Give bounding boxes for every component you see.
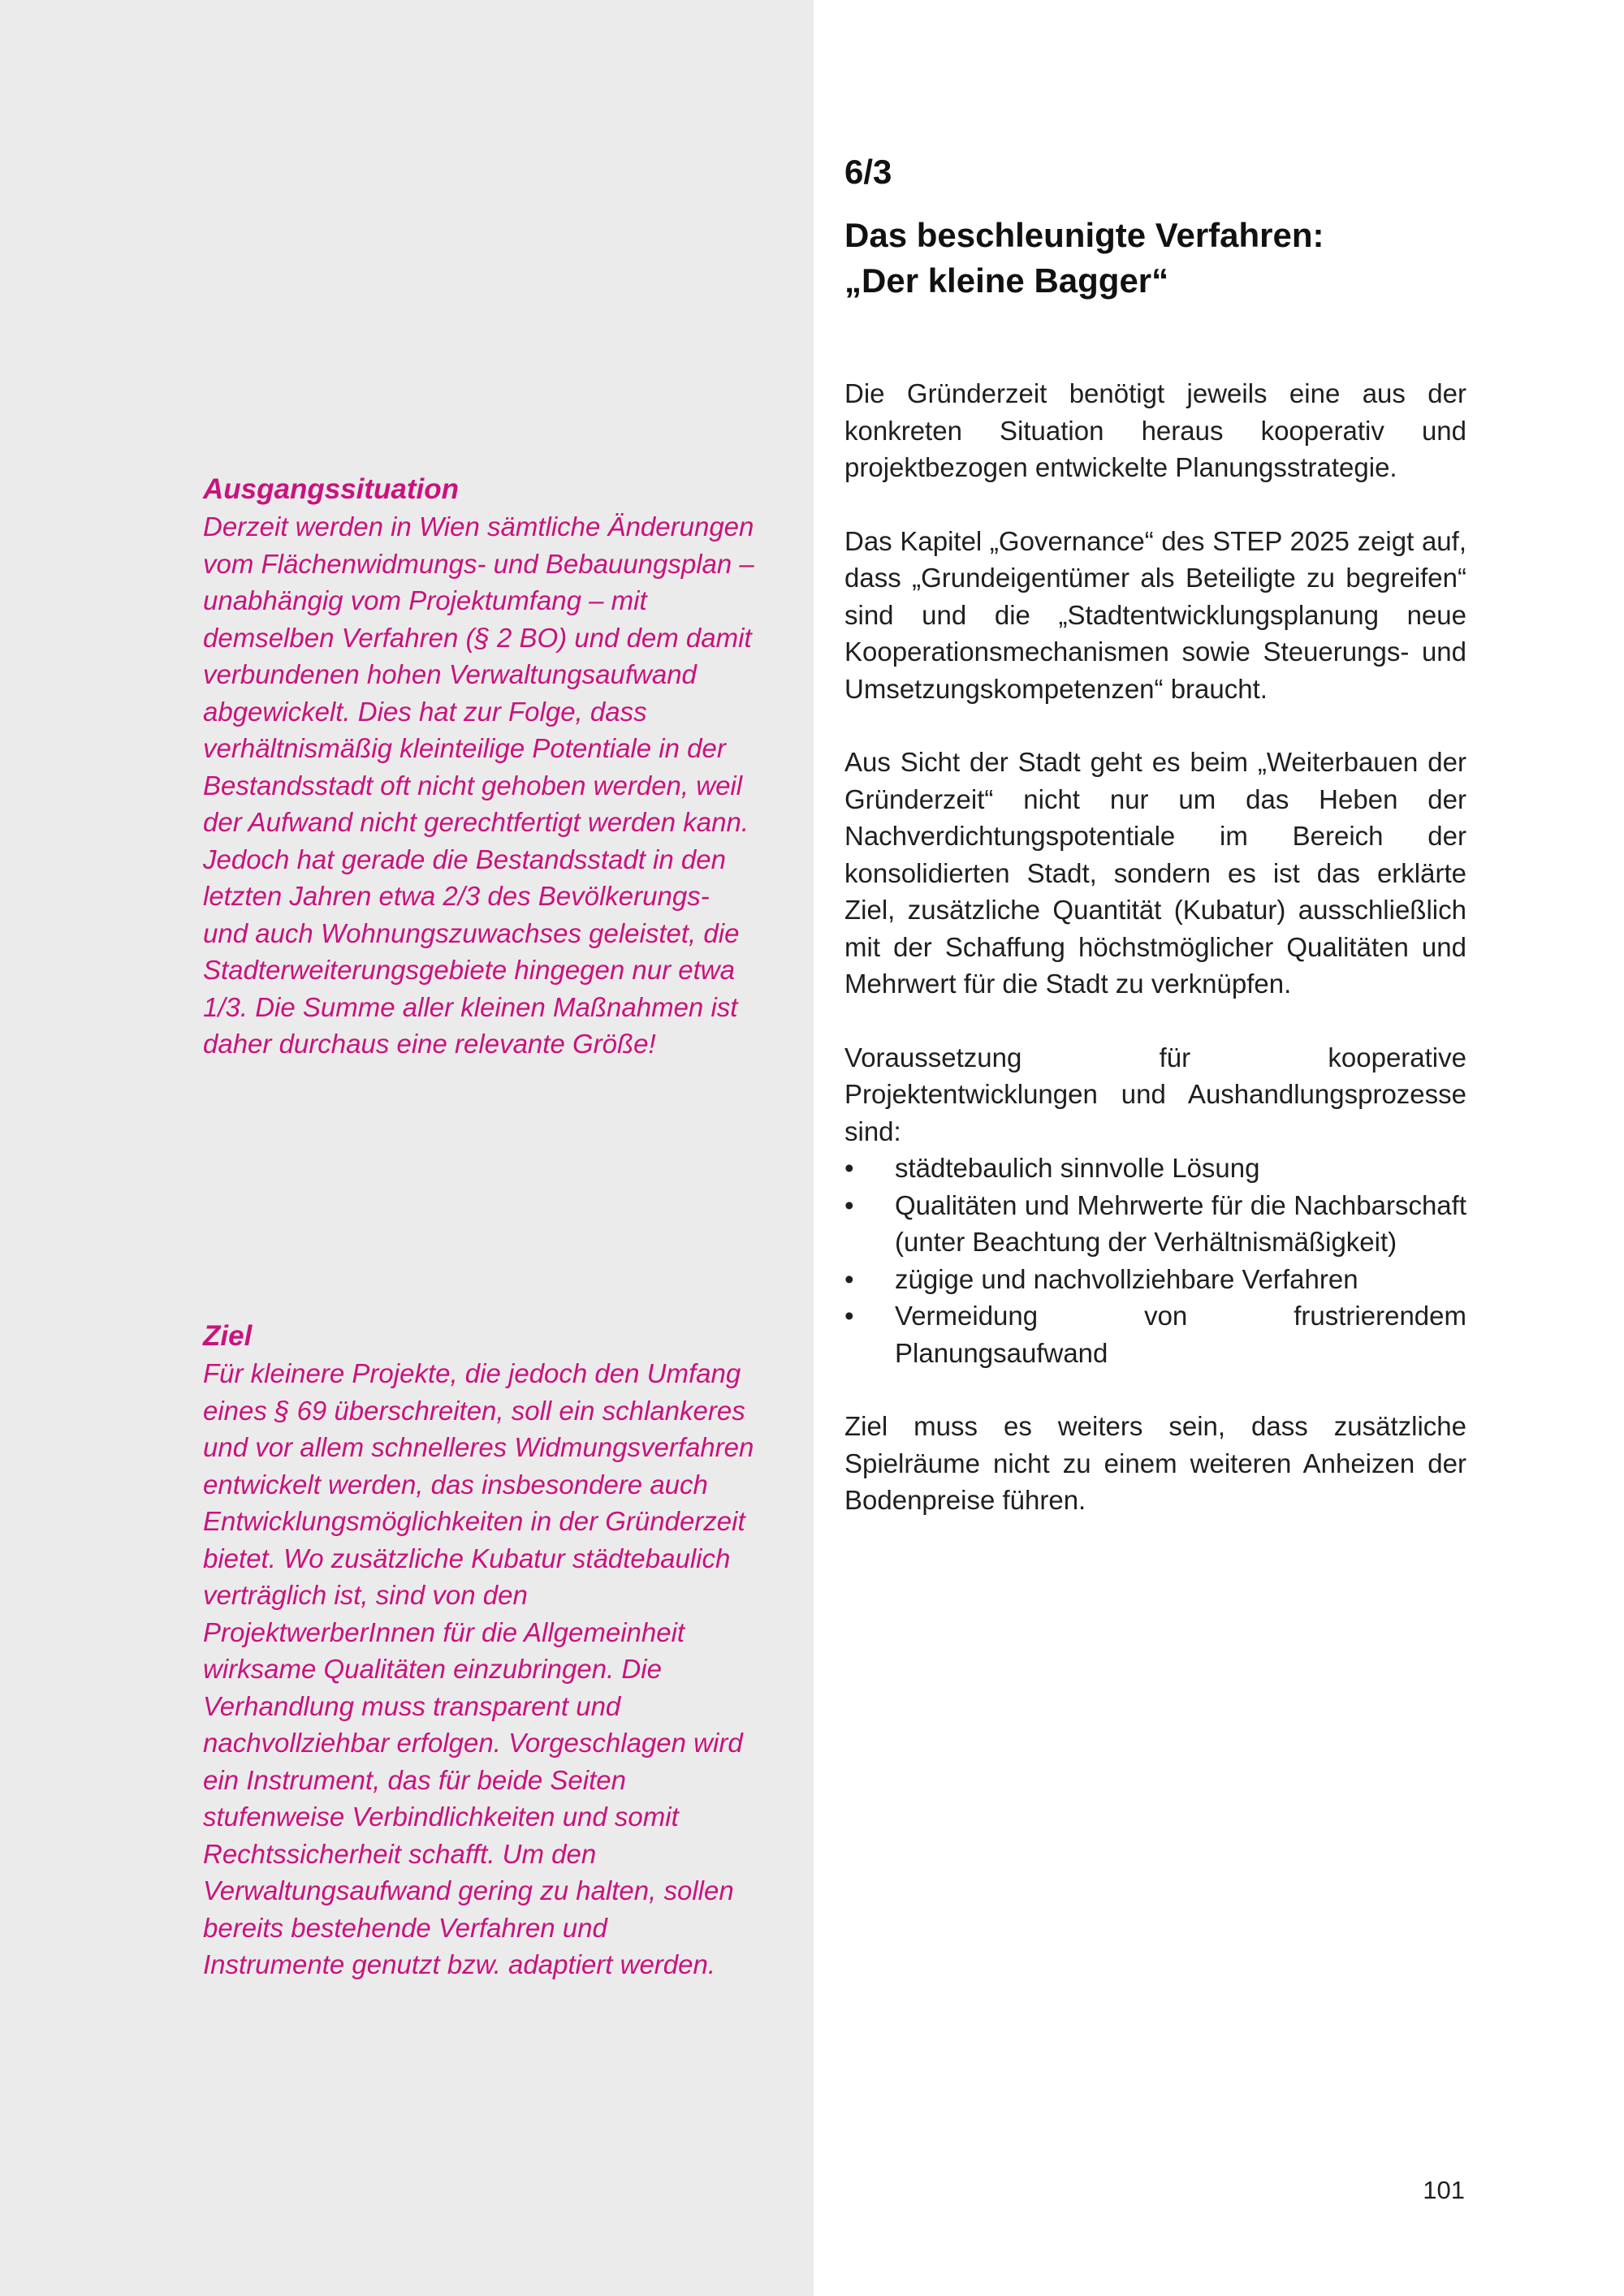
paragraph-1: Die Gründerzeit benötigt jeweils eine aus der konkreten Situation heraus kooperativ und projektbezogen entwickelte Planungsstrategie.	[844, 378, 1466, 482]
list-item: • städtebaulich sinnvolle Lösung	[844, 1150, 1466, 1187]
heading-ziel: Ziel	[203, 1320, 253, 1352]
chapter-title-line-1: Das beschleunigte Verfahren:	[844, 216, 1324, 254]
section-ziel	[203, 1318, 755, 1983]
main-body	[844, 375, 1466, 1556]
list-item: • zügige und nachvollziehbare Verfahren	[844, 1261, 1466, 1298]
text-ausgangssituation: Derzeit werden in Wien sämtliche Änderungen vom Flächenwidmungs- und Bebauungsplan – unabhängig vom Projektumfang – mit demselben Verfahren (§ 2 BO) und dem damit verbundenen hohen Verwaltungsaufwand abgewickelt. Dies hat zur Folge, dass verhältnismäßig kleinteilige Potentiale in der Bestandsstadt oft nicht gehoben werden, weil der Aufwand nicht gerechtfertigt werden kann. Jedoch hat gerade die Bestandsstadt in den letzten Jahren etwa 2/3 des Bevölkerungs- und auch Wohnungszuwachses geleistet, die Stadterweiterungsgebiete hingegen nur etwa 1/3. Die Summe aller kleinen Maßnahmen ist daher durchaus eine relevante Größe!	[203, 511, 754, 1059]
chapter-number: 6/3	[844, 153, 892, 191]
text-ziel: Für kleinere Projekte, die jedoch den Umfang eines § 69 überschreiten, soll ein schlankeres und vor allem schnelleres Widmungsverfahren entwickelt werden, das insbesondere auch Entwicklungsmöglichkeiten in der Gründerzeit bietet. Wo zusätzliche Kubatur städtebaulich verträglich ist, sind von den ProjektwerberInnen für die Allgemeinheit wirksame Qualitäten einzubringen. Die Verhandlung muss transparent und nachvollziehbar erfolgen. Vorgeschlagen wird ein Instrument, das für beide Seiten stufenweise Verbindlichkeiten und somit Rechtssicherheit schafft. Um den Verwaltungsaufwand gering zu halten, sollen bereits bestehende Verfahren und Instrumente genutzt bzw. adaptiert werden.	[203, 1358, 754, 1979]
heading-ausgangssituation: Ausgangssituation	[203, 473, 460, 505]
paragraph-5: Ziel muss es weiters sein, dass zusätzliche Spielräume nicht zu einem weiteren Anheizen der Bodenpreise führen.	[844, 1411, 1466, 1515]
list-item: • Qualitäten und Mehrwerte für die Nachbarschaft (unter Beachtung der Verhältnismäßigkeit)	[844, 1187, 1466, 1261]
section-ausgangssituation	[203, 471, 755, 1063]
chapter-title-line-2: „Der kleine Bagger“	[844, 261, 1169, 300]
requirements-list	[844, 1150, 1466, 1371]
paragraph-4: Voraussetzung für kooperative Projektentwicklungen und Aushandlungsprozesse sind:	[844, 1042, 1466, 1146]
chapter-title	[844, 213, 1462, 304]
page-number: 101	[1423, 2176, 1465, 2204]
list-item: • Vermeidung von frustrierendem Planungsaufwand	[844, 1297, 1466, 1371]
paragraph-2: Das Kapitel „Governance“ des STEP 2025 zeigt auf, dass „Grundeigentümer als Beteiligte zu begreifen“ sind und die „Stadtentwicklungsplanung neue Kooperationsmechanismen sowie Steuerungs- und Umsetzungskompetenzen“ braucht.	[844, 525, 1466, 704]
paragraph-3: Aus Sicht der Stadt geht es beim „Weiterbauen der Gründerzeit“ nicht nur um das Heben der Nachverdichtungspotentiale im Bereich der konsolidierten Stadt, sondern es ist das erklärte Ziel, zusätzliche Quantität (Kubatur) ausschließlich mit der Schaffung höchstmöglicher Qualitäten und Mehrwert für die Stadt zu verknüpfen.	[844, 747, 1466, 999]
